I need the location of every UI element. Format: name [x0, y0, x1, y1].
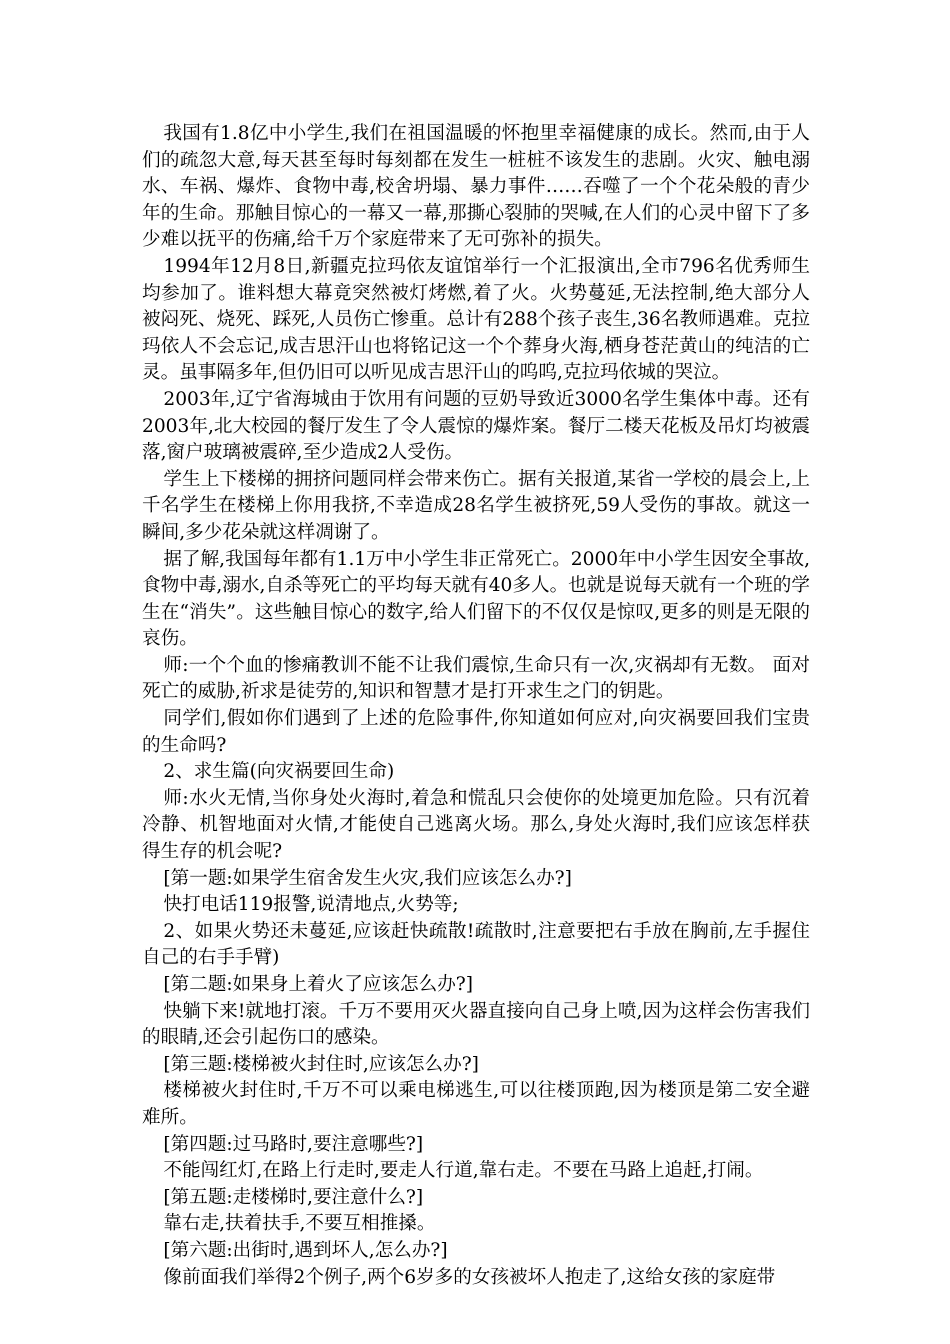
- paragraph-statistics: 据了解,我国每年都有1.1万中小学生非正常死亡。2000年中小学生因安全事故,食物中毒,溺水,自杀等死亡的平均每天就有40多人。也就是说每天就有一个班的学生在“消失”。这些触目惊心的数字,给人们留下的不仅仅是惊叹,更多的则是无限的哀伤。: [142, 548, 810, 650]
- question-2: [第二题:如果身上着火了应该怎么办?]: [163, 974, 474, 995]
- answer-5: 靠右走,扶着扶手,不要互相推搡。: [163, 1213, 436, 1235]
- paragraph-question-prompt: 同学们,假如你们遇到了上述的危险事件,你知道如何应对,向灾祸要回我们宝贵的生命吗?: [142, 708, 810, 756]
- question-1: [第一题:如果学生宿舍发生火灾,我们应该怎么办?]: [163, 867, 572, 889]
- answer-2: 快躺下来!就地打滚。千万不要用灭火器直接向自己身上喷,因为这样会伤害我们的眼睛,还会引起伤口的感染。: [142, 1000, 810, 1049]
- question-3: [第三题:楼梯被火封住时,应该怎么办?]: [163, 1053, 479, 1075]
- question-5: [第五题:走楼梯时,要注意什么?]: [163, 1186, 424, 1208]
- section-heading-survival: 2、求生篇(向灾祸要回生命): [163, 761, 395, 783]
- paragraph-karamay-fire: 1994年12月8日,新疆克拉玛依友谊馆举行一个汇报演出,全市796名优秀师生均参加了。谁料想大幕竟突然被灯烤燃,着了火。火势蔓延,无法控制,绝大部分人被闷死、烧死、踩死,人员伤亡惨重。总计有288个孩子丧生,36名教师遇难。克拉玛依人不会忘记,成吉思汗山也将铭记这一个个葬身火海,栖身苍茫黄山的纯洁的亡灵。虽事隔多年,但仍旧可以听见成吉思汗山的呜呜,克拉玛依城的哭泣。: [142, 255, 810, 384]
- document-page: [142, 121, 810, 1291]
- answer-6: 像前面我们举得2个例子,两个6岁多的女孩被坏人抱走了,这给女孩的家庭带: [163, 1266, 776, 1288]
- answer-3: 楼梯被火封住时,千万不可以乘电梯逃生,可以往楼顶跑,因为楼顶是第二安全避难所。: [142, 1080, 810, 1128]
- paragraph-haicheng-poisoning: 2003年,辽宁省海城由于饮用有问题的豆奶导致近3000名学生集体中毒。还有2003年,北大校园的餐厅发生了令人震惊的爆炸案。餐厅二楼天花板及吊灯均被震落,窗户玻璃被震碎,至少造成2人受伤。: [142, 388, 810, 464]
- paragraph-intro: 我国有1.8亿中小学生,我们在祖国温暖的怀抱里幸福健康的成长。然而,由于人们的疏忽大意,每天甚至每时每刻都在发生一桩桩不该发生的悲剧。火灾、触电溺水、车祸、爆炸、食物中毒,校舍坍塌、暴力事件……吞噬了一个个花朵般的青少年的生命。那触目惊心的一幕又一幕,那撕心裂肺的哭喊,在人们的心灵中留下了多少难以抚平的伤痛,给千万个家庭带来了无可弥补的损失。: [142, 123, 810, 251]
- paragraph-fire-intro: 师:水火无情,当你身处火海时,着急和慌乱只会使你的处境更加危险。只有沉着冷静、机智地面对火情,才能使自己逃离火场。那么,身处火海时,我们应该怎样获得生存的机会呢?: [142, 787, 810, 863]
- answer-1-evacuate: 2、如果火势还未蔓延,应该赶快疏散!疏散时,注意要把右手放在胸前,左手握住自己的右手手臂): [142, 920, 810, 969]
- question-6: [第六题:出街时,遇到坏人,怎么办?]: [163, 1239, 448, 1261]
- answer-4: 不能闯红灯,在路上行走时,要走人行道,靠右走。不要在马路上追赶,打闹。: [163, 1160, 764, 1182]
- answer-1-call: 快打电话119报警,说清地点,火势等;: [163, 894, 459, 916]
- paragraph-stair-crush: 学生上下楼梯的拥挤问题同样会带来伤亡。据有关报道,某省一学校的晨会上,上千名学生在楼梯上你用我挤,不幸造成28名学生被挤死,59人受伤的事故。就这一瞬间,多少花朵就这样凋谢了。: [142, 468, 810, 543]
- question-4: [第四题:过马路时,要注意哪些?]: [163, 1133, 424, 1155]
- paragraph-teacher-lesson: 师:一个个血的惨痛教训不能不让我们震惊,生命只有一次,灾祸却有无数。 面对死亡的威胁,祈求是徒劳的,知识和智慧才是打开求生之门的钥匙。: [142, 654, 810, 703]
